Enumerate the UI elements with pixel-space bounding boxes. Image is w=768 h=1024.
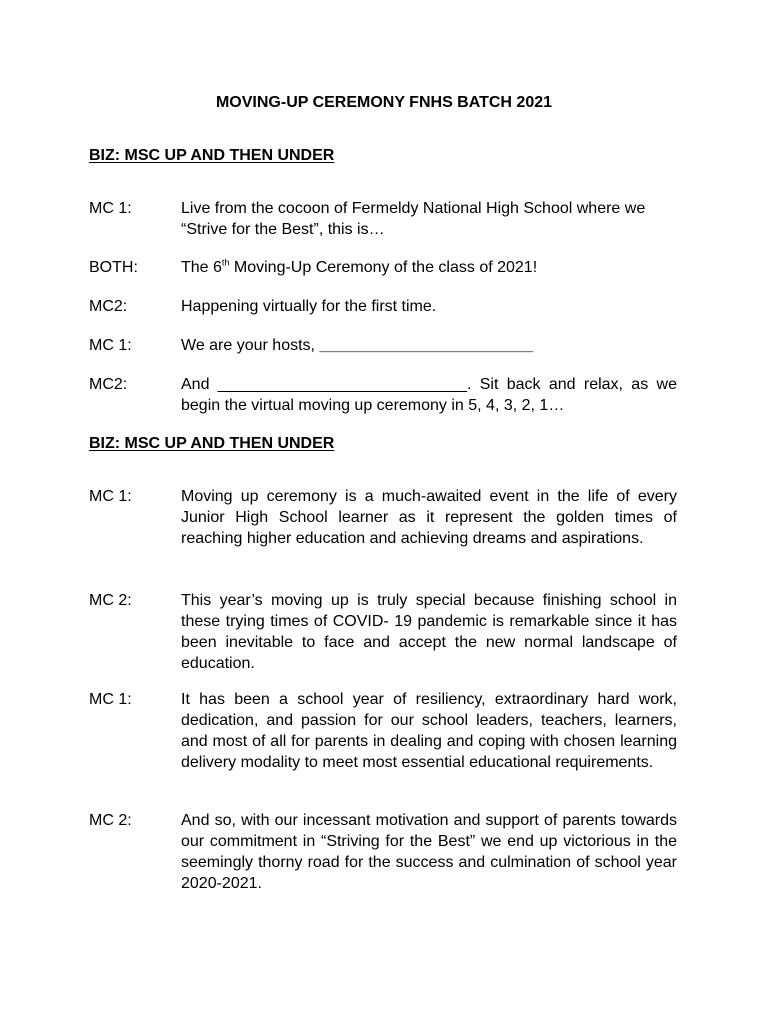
name-blank: ____________________________: [217, 376, 467, 393]
line-text-part: . Sit back and relax, as we begin the virtual moving up ceremony in 5, 4, 3, 2, 1…: [181, 376, 677, 414]
speaker-label: MC2:: [89, 298, 128, 315]
script-line: [89, 296, 677, 317]
line-text: Moving up ceremony is a much-awaited event in the life of every Junior High School learner as it represent the golden times of reaching higher education and achieving dreams and aspirations.: [181, 488, 677, 547]
line-text-part: We are your hosts,: [181, 337, 320, 354]
speaker-label: BOTH:: [89, 259, 138, 276]
script-line: [89, 257, 677, 278]
name-blank: ________________________: [319, 337, 533, 354]
script-line: [89, 335, 677, 356]
speaker-label: MC 2:: [89, 812, 132, 829]
speaker-label: MC2:: [89, 376, 128, 393]
speaker-label: MC 1:: [89, 200, 132, 217]
speaker-label: MC 1:: [89, 337, 132, 354]
speaker-label: MC 1:: [89, 488, 132, 505]
line-text: This year’s moving up is truly special because finishing school in these trying times of COVID- 19 pandemic is remarkable since it has been inevitable to face and accept the new normal landscape of education.: [181, 592, 677, 672]
line-text: [181, 374, 677, 416]
script-line: [89, 486, 677, 549]
line-text: Happening virtually for the first time.: [181, 298, 437, 315]
speaker-label: MC 2:: [89, 592, 132, 609]
stage-direction: BIZ: MSC UP AND THEN UNDER: [89, 435, 335, 452]
script-line: [89, 810, 677, 894]
line-text: [181, 257, 677, 278]
script-line: [89, 374, 677, 416]
speaker-label: MC 1:: [89, 691, 132, 708]
line-text: Live from the cocoon of Fermeldy National High School where we “Strive for the Best”, this is…: [181, 200, 646, 238]
stage-direction: BIZ: MSC UP AND THEN UNDER: [89, 147, 335, 164]
line-text-part: Moving-Up Ceremony of the class of 2021!: [229, 259, 538, 276]
script-line: [89, 689, 677, 773]
page-title: MOVING-UP CEREMONY FNHS BATCH 2021: [215, 94, 553, 111]
line-text-part: And: [181, 376, 218, 393]
line-text: And so, with our incessant motivation and support of parents towards our commitment in “Striving for the Best” we end up victorious in the seemingly thorny road for the success and culmination of school year 2020-2021.: [181, 812, 677, 892]
superscript: th: [221, 257, 230, 268]
line-text: It has been a school year of resiliency, extraordinary hard work, dedication, and passion for our school leaders, teachers, learners, and most of all for parents in dealing and coping with chosen learning delivery modality to meet most essential educational requirements.: [181, 691, 677, 771]
line-text: [181, 335, 677, 356]
line-text-part: The 6: [181, 259, 222, 276]
script-line: [89, 590, 677, 674]
script-line: [89, 198, 677, 240]
